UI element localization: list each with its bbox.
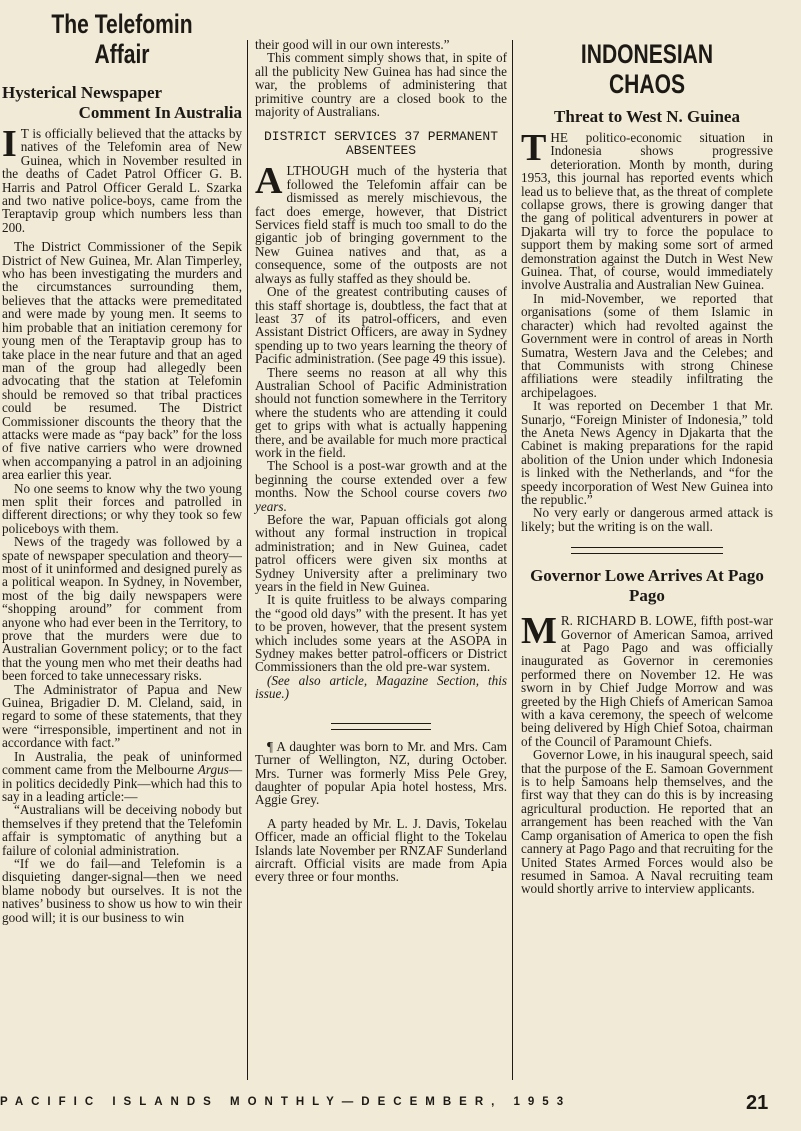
paragraph: The School is a post-war growth and at the beginning the course extended over a few months. Now the School course covers two years. [255,458,507,514]
paragraph: It was reported on December 1 that Mr. Sunarjo, “Foreign Minister of Indonesia,” told the Aneta News Agency in Djakarta that the Cabinet is making preparations for the rapid abolition of the Union under which Indonesia is linked with the Netherlands, and “for the speedy incorporation of West New Guinea into the republic.” [521,398,773,507]
headline-indonesian-chaos: INDONESIAN CHAOS [580,39,714,99]
paragraph: The Administrator of Papua and New Guinea, Brigadier D. M. Cleland, said, in regard to some of these statements, that they were “irresponsible, impertinent and not in accordance with fact.” [2,681,242,751]
paragraph: In Australia, the peak of uninformed comment came from the Melbourne Argus—in politics decidedly Pink—which had this to say in a leading article:— [2,748,242,804]
paragraph: (See also article, Magazine Section, this issue.) [255,672,507,702]
paragraph: Governor Lowe, in his inaugural speech, said that the purpose of the E. Samoan Government is to help Samoans help themselves, and the first way that they can do this is by increasing agricultural production. He reported that an arrangement has been reached with the Van Camp organisation of America to open the fish cannery at Pago Pago and that recruiting for the United States Armed Forces would also be resumed in Samoa. A Naval recruiting team would shortly arrive to interview applicants. [521,747,773,897]
double-rule [571,547,722,554]
section-heading: DISTRICT SERVICES 37 PERMANENT ABSENTEES [263,129,499,159]
column-divider [247,40,248,1080]
paragraph: News of the tragedy was followed by a spate of newspaper speculation and theory—most of it uninformed and designed purely as a political weapon. In Sydney, in November, most of the big daily newspapers were “shopping around” for comment from anyone who had ever been in the Territory, to prove that the murders were due to Australian Government policy; or to the fact that the young men who met their deaths had been forced to take unnecessary risks. [2,534,242,684]
paragraph: This comment simply shows that, in spite of all the publicity New Guinea has had since the war, the problems of administering that primitive country are a closed book to the majority of Australians. [255,50,507,120]
drop-cap: A [255,160,283,203]
paragraph: “Australians will be deceiving nobody but themselves if they pretend that the Telefomin affair is symptomatic of anything but a failure of colonial administration. [2,802,242,858]
subheadline: Threat to West N. Guinea [554,107,740,126]
footer-title: PACIFIC ISLANDS MONTHLY—DECEMBER, 1953 [0,1096,572,1108]
paragraph: No one seems to know why the two young men split their forces and patrolled in different directions; or why they took so few policeboys with them. [2,480,242,536]
double-rule [331,723,432,730]
paragraph: Before the war, Papuan officials got along without any formal instruction in tropical administration; and in New Guinea, cadet patrol officers were given six months at Sydney University after a preliminary two years in the field in New Guinea. [255,512,507,595]
paragraph: It is quite fruitless to be always comparing the “good old days” with the present. It has yet to be proven, however, that the present system which includes some years at the ASOPA in Sydney makes better patrol-officers or District Commissioners than the old pre-war system. [255,592,507,675]
paragraph: ALTHOUGH much of the hysteria that followed the Telefomin affair can be dismissed as merely mischievous, the fact does emerge, however, that District Services field staff is much too small to do the gigantic job of bringing government to the New Guinea natives and that, as a consequence, some of the outposts are not always as fully staffed as they should be. [255,160,507,286]
paragraph: One of the greatest contributing causes of this staff shortage is, doubtless, the fact that at least 37 of its patrol-officers, and even Assistant District Officers, are away in Sydney spending up to two years learning the theory of Pacific administration. (See page 49 this issue). [255,284,507,367]
paragraph: THE politico-economic situation in Indonesia shows progressive deterioration. Month by month, during 1953, this journal has reported events which lead us to believe that, as the threat of complete collapse grows, there is growing danger that the gang of political adventurers in power at Djakarta will try to force the populace to support them by making some sort of armed demonstration against the Dutch in West New Guinea. That, of course, would immediately involve Australia and Australian New Guinea. [521,127,773,293]
paragraph: their good will in our own interests.” [255,37,450,52]
headline-telefomin: The Telefomin Affair [51,9,193,69]
page-footer [0,1088,801,1128]
paragraph: I T is officially believed that the attacks by natives of the Telefomin area of New Guinea, which in November resulted in the deaths of Cadet Patrol Officer G. B. Harris and Patrol Officer Gerald L. Szarka and two native police-boys, came from the Teraptavip group which numbers less than 200. [2,123,242,235]
subheadline-2: Comment In Australia [78,103,242,122]
paragraph: The District Commissioner of the Sepik District of New Guinea, Mr. Alan Timperley, who has been investigating the murders and the circumstances surrounding them, believes that the attacks were premeditated and were made by young men. It seems to him probable that an initiation ceremony for young men of the Teraptavip group has to take place in the near future and that an aged man of the group had allegedly been advocating that the station at Telefomin should be removed so that tribal practices could be resumed. The District Commissioner discounts the theory that the attacks were made as “pay back” for the loss of five native carriers who were drowned when accompanying a patrol in an adjoining area earlier this year. [2,239,242,483]
paragraph: No very early or dangerous armed attack is likely; but the writing is on the wall. [521,505,773,534]
paragraph: M R. RICHARD B. LOWE, fifth post-war Governor of American Samoa, arrived at Pago Pago and was officially inaugurated as Governor in ceremonies performed there on November 12. He was sworn in by Chief Judge Morrow and was greeted by the High Chiefs of American Samoa with a kava ceremony, the speech of welcome being delivered by High Chief Sotoa, chairman of the Council of Paramount Chiefs. [521,610,773,749]
column-divider [512,40,513,1080]
column-right [521,0,773,896]
paragraph: There seems no reason at all why this Australian School of Pacific Administration should not function somewhere in the Territory where the students who are attending it could get to grips with what is actually happening there, and be available for much more practical work in the field. [255,364,507,460]
brief-paragraph: ¶ A daughter was born to Mr. and Mrs. Cam Turner of Wellington, NZ, during October. Mrs. Turner was formerly Miss Pele Grey, daughter of popular Apia hotel hostess, Mrs. Aggie Grey. [255,738,507,808]
drop-cap: T [521,127,547,169]
page-number: 21 [746,1092,769,1114]
subheadline-1: Hysterical Newspaper [2,83,163,102]
headline-governor-lowe: Governor Lowe Arrives At Pago Pago [530,566,764,606]
paragraph: “If we do fail—and Telefomin is a disquieting danger-signal—then we need blame nobody but ourselves. It is not the natives’ business to show us how to win their good will; it is our business to win [2,855,242,925]
brief-paragraph: A party headed by Mr. L. J. Davis, Tokelau Officer, made an official flight to the Tokelau Islands late November per RNZAF Sunderland aircraft. Official visits are made from Apia every three or four months. [255,815,507,885]
drop-cap: M [521,610,557,653]
drop-cap: I [2,123,17,165]
column-left [2,0,242,924]
paragraph: In mid-November, we reported that organisations (some of them Islamic in character) which had revolted against the Government were in control of areas in North Sumatra, Western Java and the Celebes; and that Communists with strong Chinese affiliations were steadily infiltrating the archipelagoes. [521,290,773,400]
column-middle [255,0,507,884]
